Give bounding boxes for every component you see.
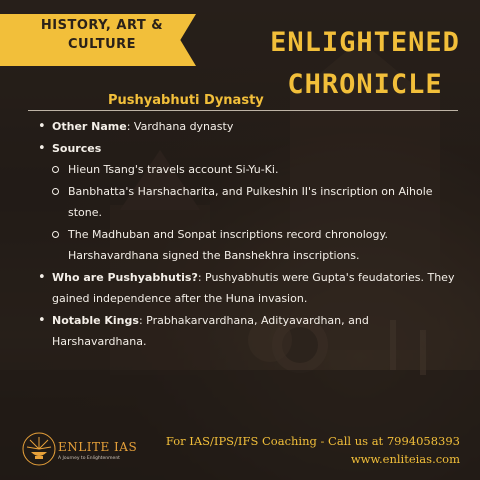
article-body (30, 116, 460, 353)
source-item-continuation (30, 245, 460, 267)
category-label (22, 16, 182, 54)
source-text: Harshavardhana signed the Banshekhra inscriptions. (68, 249, 360, 262)
source-text: stone. (68, 206, 103, 219)
list-item-kings (30, 310, 460, 353)
heading-divider (28, 110, 458, 111)
brand-name: ENLITE IAS (58, 440, 138, 454)
kings-value: : Prabhakarvardhana, Adityavardhan, and Harshavardhana. (52, 313, 369, 348)
source-item (30, 159, 460, 181)
who-continuation (30, 288, 460, 310)
who-label: Who are Pushyabhutis? (52, 270, 198, 284)
list-item-sources (30, 138, 460, 160)
source-text: Hieun Tsang's travels account Si-Yu-Ki. (68, 163, 279, 176)
category-line-2: CULTURE (67, 37, 137, 52)
brand-tagline: A Journey to Enlightenment (58, 456, 120, 461)
coaching-cta: For IAS/IPS/IFS Coaching - Call us at 7994058393 (165, 434, 460, 448)
title-line-2: CHRONICLE (287, 69, 443, 100)
source-item (30, 181, 460, 203)
page-title (270, 22, 460, 106)
website-link[interactable]: www.enliteias.com (350, 452, 460, 466)
who-value-continued: gained independence after the Huna invasion. (52, 292, 308, 305)
title-line-1: ENLIGHTENED (270, 27, 460, 58)
source-text: Banbhatta's Harshacharita, and Pulkeshin II's inscription on Aihole (68, 184, 433, 198)
list-item-who (30, 267, 460, 289)
other-name-value: : Vardhana dynasty (126, 120, 234, 133)
who-value: : Pushyabhutis were Gupta's feudatories. They (197, 270, 455, 284)
article-heading: Pushyabhuti Dynasty (108, 93, 264, 108)
category-line-1: HISTORY, ART & (40, 18, 164, 33)
source-item (30, 224, 460, 246)
source-text: The Madhuban and Sonpat inscriptions record chronology. (68, 227, 388, 241)
source-item-continuation (30, 202, 460, 224)
sources-label: Sources (52, 141, 102, 155)
kings-label: Notable Kings (52, 313, 139, 327)
other-name-label: Other Name (52, 120, 127, 133)
list-item-other-name (30, 116, 460, 138)
lamp-logo-icon (22, 432, 56, 466)
